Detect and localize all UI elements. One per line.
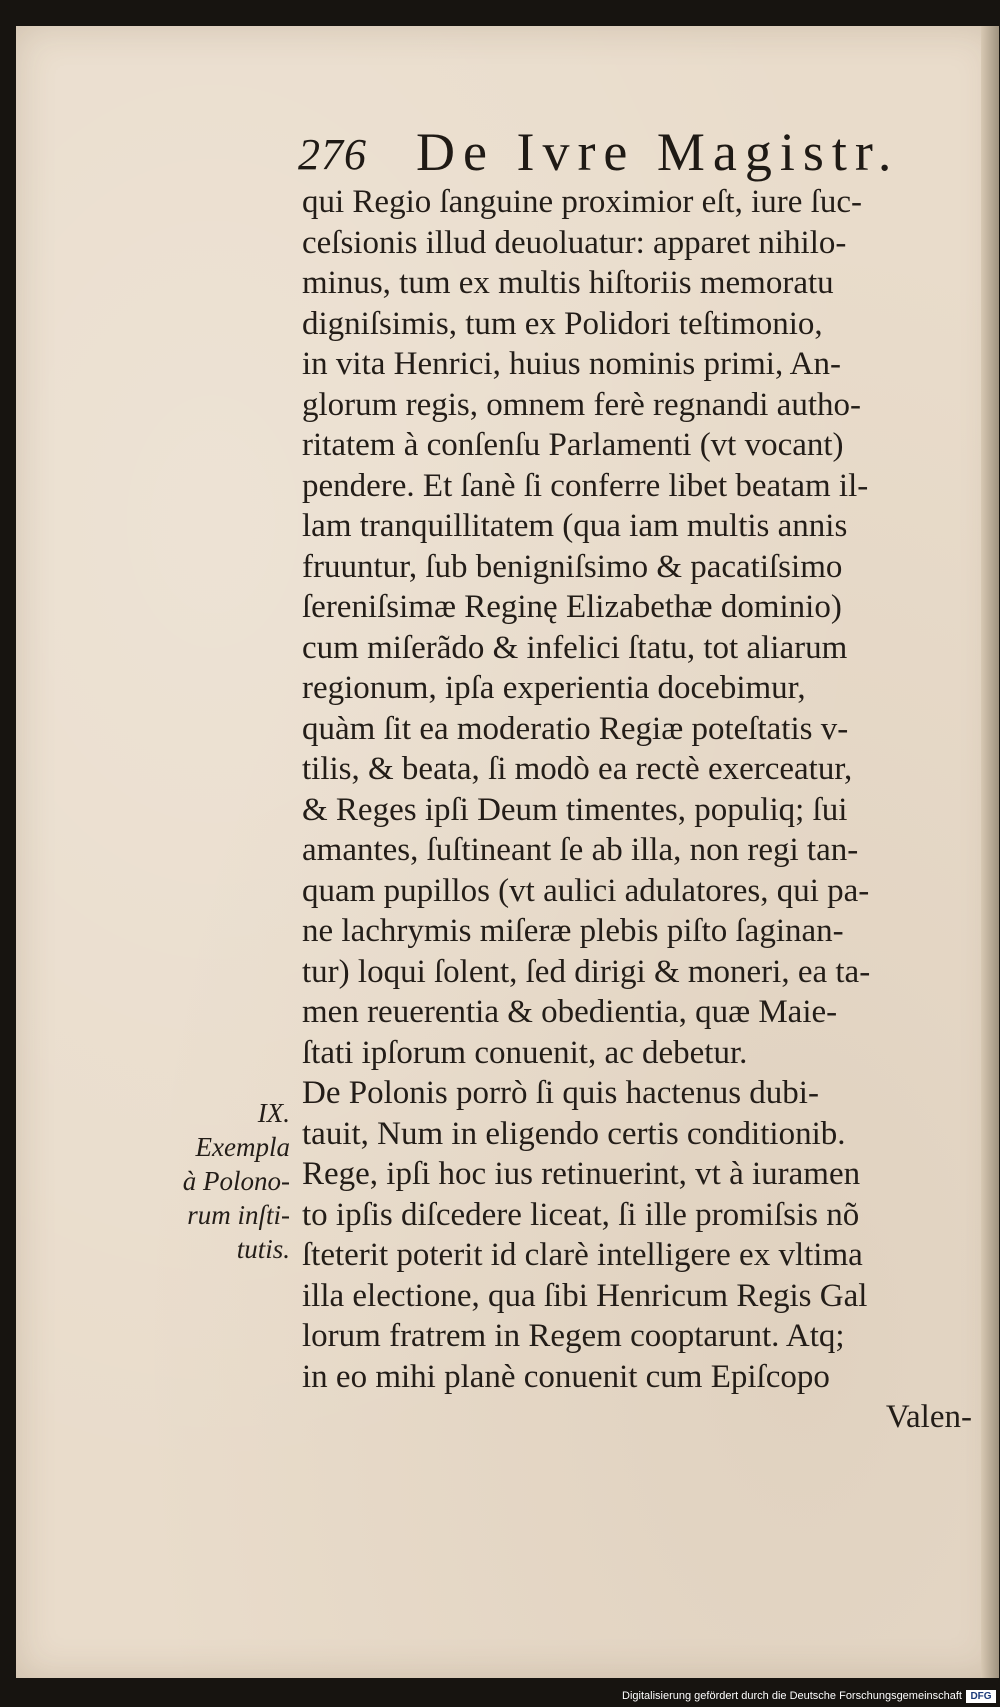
dfg-logo: DFG	[966, 1690, 996, 1703]
text-line: & Reges ipſi Deum timentes, populiq; ſui	[302, 791, 848, 828]
text-line: Rege, ipſi hoc ius retinuerint, vt à iuramen	[302, 1156, 861, 1192]
digitization-footer	[0, 1686, 1000, 1707]
margin-note-line: Exempla	[195, 1132, 290, 1162]
text-line: in vita Henrici, huius nominis primi, An-	[302, 346, 841, 382]
text-line: ritatem à conſenſu Parlamenti (vt vocant)	[302, 427, 844, 463]
page-number: 276	[298, 130, 367, 179]
running-title: De Ivre Magistr.	[416, 122, 900, 182]
text-line: tilis, & beata, ſi modò ea rectè exerceatur,	[302, 751, 853, 787]
text-line: quam pupillos (vt aulici adulatores, qui pa-	[302, 872, 870, 909]
text-line: digniſsimis, tum ex Polidori teſtimonio,	[302, 305, 823, 342]
text-line: ſereniſsimæ Reginę Elizabethæ dominio)	[302, 589, 842, 625]
footer-credit: Digitalisierung gefördert durch die Deutsche Forschungsgemeinschaft	[622, 1690, 962, 1702]
text-line: amantes, ſuſtineant ſe ab illa, non regi tan-	[302, 832, 859, 868]
text-line: glorum regis, omnem ferè regnandi autho-	[302, 386, 861, 423]
text-line: ſtati ipſorum conuenit, ac debetur.	[302, 1034, 748, 1071]
text-line: qui Regio ſanguine proximior eſt, iure ſuc-	[302, 184, 862, 220]
text-line: ſteterit poterit id clarè intelligere ex vltima	[302, 1237, 863, 1273]
body-text	[302, 182, 982, 1438]
text-line: regionum, ipſa experientia docebimur,	[302, 670, 806, 706]
text-line: minus, tum ex multis hiſtoriis memoratu	[302, 265, 834, 301]
margin-note-number: IX.	[257, 1098, 290, 1128]
text-line: cum miſerãdo & infelici ſtatu, tot aliarum	[302, 629, 848, 666]
text-line: tauit, Num in eligendo certis conditionib.	[302, 1115, 846, 1152]
text-line: lam tranquillitatem (qua iam multis annis	[302, 508, 848, 544]
margin-note	[150, 1096, 290, 1266]
margin-note-line: tutis.	[236, 1234, 290, 1264]
text-line: De Polonis porrò ſi quis hactenus dubi-	[302, 1075, 819, 1111]
text-line: to ipſis diſcedere liceat, ſi ille promiſsis nõ	[302, 1196, 860, 1233]
text-line: pendere. Et ſanè ſi conferre libet beatam il-	[302, 467, 869, 504]
text-line: in eo mihi planè conuenit cum Epiſcopo	[302, 1358, 830, 1395]
text-line: illa electione, qua ſibi Henricum Regis Gal	[302, 1277, 868, 1314]
text-line: ceſsionis illud deuoluatur: apparet nihilo-	[302, 224, 847, 261]
text-line: ne lachrymis miſeræ plebis piſto ſaginan-	[302, 913, 844, 949]
margin-note-line: à Polono-	[182, 1166, 290, 1196]
running-head	[298, 121, 938, 182]
text-line: lorum fratrem in Regem cooptarunt. Atq;	[302, 1318, 845, 1354]
margin-note-line: rum inſti-	[187, 1200, 290, 1230]
page-edge	[981, 26, 999, 1678]
catchword: Valen-	[885, 1399, 972, 1435]
text-line: men reuerentia & obedientia, quæ Maie-	[302, 994, 838, 1030]
text-line: fruuntur, ſub benigniſsimo & pacatiſsimo	[302, 548, 843, 585]
text-line: quàm ſit ea moderatio Regiæ poteſtatis v-	[302, 710, 849, 747]
text-line: tur) loqui ſolent, ſed dirigi & moneri, ea ta-	[302, 953, 871, 990]
